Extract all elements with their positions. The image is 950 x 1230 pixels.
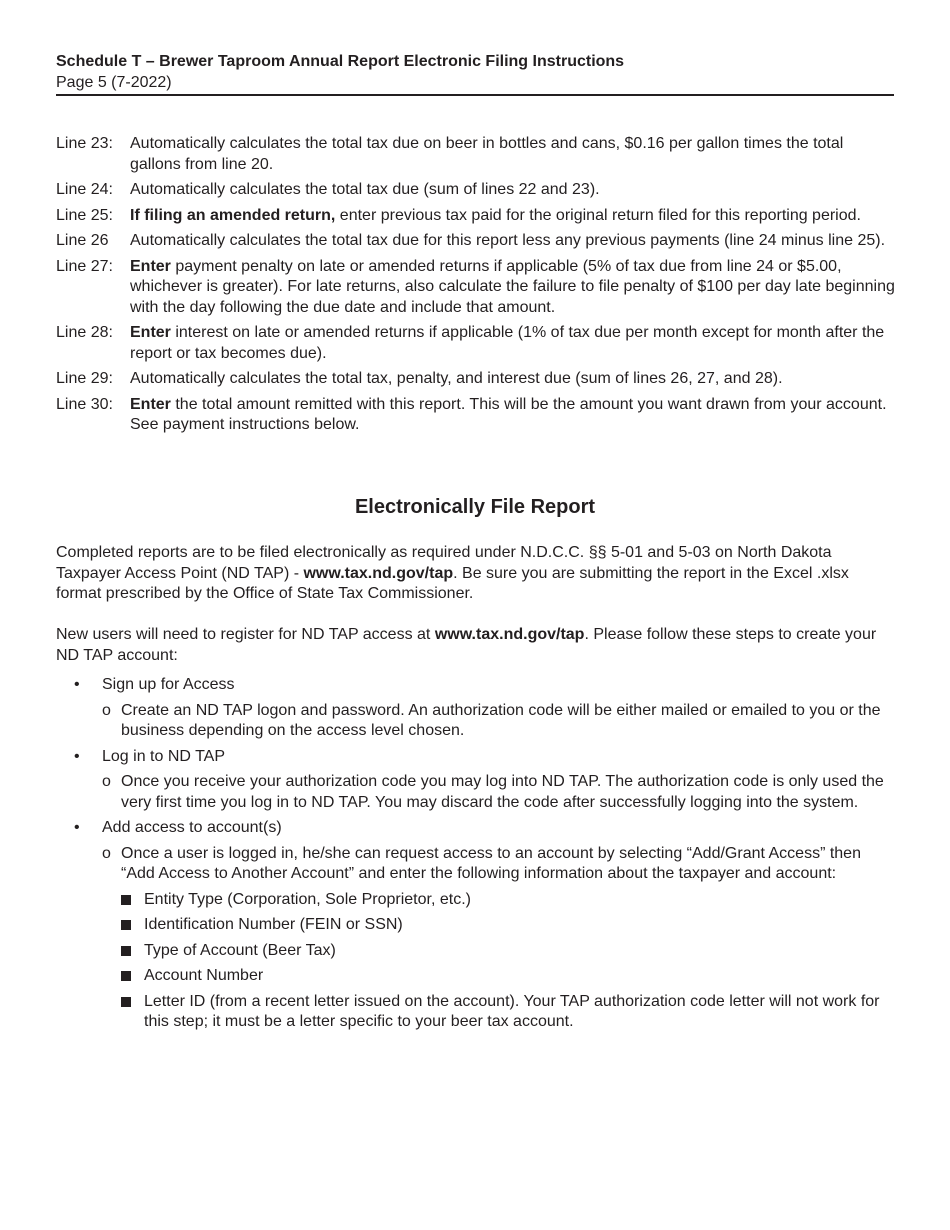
sub-bullet-icon: o — [102, 844, 111, 862]
bullet-icon: • — [74, 819, 80, 836]
line-text — [130, 257, 896, 319]
line-text-body: interest on late or amended returns if applicable (1% of tax due per month except for month after the report or tax becomes due). — [130, 324, 885, 362]
tap-link: www.tax.nd.gov/tap — [303, 564, 454, 582]
line-27 — [56, 257, 896, 319]
line-instructions — [56, 134, 896, 441]
page-header — [56, 52, 894, 96]
line-label: Line 27: — [56, 257, 113, 275]
list-item — [102, 701, 898, 742]
line-30 — [56, 395, 896, 436]
line-label: Line 26 — [56, 232, 109, 249]
line-label: Line 23: — [56, 135, 113, 152]
list-item — [56, 818, 898, 839]
list-item — [121, 890, 898, 911]
square-bullet-icon — [121, 941, 144, 962]
line-text-body: Automatically calculates the total tax due on beer in bottles and cans, $0.16 per gallon times the total gallons from line 20. — [130, 135, 844, 173]
line-23 — [56, 134, 896, 175]
step-label: Log in to ND TAP — [102, 747, 226, 765]
register-paragraph — [56, 625, 898, 666]
list-item — [102, 772, 898, 813]
required-info: Type of Account (Beer Tax) — [144, 941, 336, 959]
line-text-body: payment penalty on late or amended returns if applicable (5% of tax due from line 24 or $5.00, whichever is greater). For late returns, also calculate the failure to file penalty of $100 per day late beginning with the day following the due date and include that amount. — [130, 257, 895, 316]
list-item — [121, 941, 898, 962]
line-text-body: enter previous tax paid for the original return filed for this reporting period. — [335, 206, 861, 224]
line-text-bold: Enter — [130, 257, 171, 275]
step-detail: Once a user is logged in, he/she can request access to an account by selecting “Add/Grant Access” then “Add Access to Another Account” and enter the following information about the taxpayer and account: — [121, 844, 861, 882]
list-item — [121, 966, 898, 987]
line-text — [130, 134, 896, 175]
filing-paragraph — [56, 543, 898, 605]
list-item — [121, 992, 898, 1033]
step-detail: Create an ND TAP logon and password. An authorization code will be either mailed or emailed to you or the business depending on the access level chosen. — [121, 701, 881, 739]
filing-text-b: . Be sure you are submitting the report in the Excel .xlsx format prescribed by the Office of State Tax Commissioner. — [56, 564, 849, 602]
list-item — [121, 915, 898, 936]
square-bullet-icon — [121, 992, 144, 1033]
line-label: Line 29: — [56, 370, 113, 387]
required-info: Identification Number (FEIN or SSN) — [144, 916, 403, 933]
line-text — [130, 206, 896, 227]
line-text-body: Automatically calculates the total tax, penalty, and interest due (sum of lines 26, 27, and 28). — [130, 370, 783, 387]
square-bullet-icon — [121, 966, 144, 987]
section-heading: Electronically File Report — [354, 496, 596, 518]
line-text-bold: Enter — [130, 324, 171, 341]
line-label: Line 24: — [56, 181, 113, 198]
sub-bullet-icon: o — [102, 701, 111, 719]
list-item — [56, 675, 898, 696]
square-bullet-icon — [121, 915, 144, 936]
header-rule — [56, 94, 894, 96]
registration-steps — [56, 675, 898, 1038]
line-text-body: Automatically calculates the total tax due (sum of lines 22 and 23). — [130, 181, 600, 198]
document-title: Schedule T – Brewer Taproom Annual Report Electronic Filing Instructions — [56, 53, 625, 70]
register-text-b: . Please follow these steps to create your ND TAP account: — [56, 626, 877, 664]
line-label: Line 30: — [56, 395, 113, 413]
line-text — [130, 323, 896, 364]
list-item — [102, 844, 898, 885]
line-text — [130, 369, 896, 390]
required-info: Account Number — [144, 967, 264, 984]
step-label: Sign up for Access — [102, 676, 235, 693]
line-28 — [56, 323, 896, 364]
line-text — [130, 395, 896, 436]
bullet-icon: • — [74, 676, 80, 693]
sub-bullet-icon: o — [102, 773, 111, 790]
line-24 — [56, 180, 896, 201]
required-info: Entity Type (Corporation, Sole Proprietor, etc.) — [144, 890, 471, 908]
line-label: Line 28: — [56, 324, 113, 341]
line-text — [130, 231, 896, 252]
list-item — [56, 747, 898, 768]
line-25 — [56, 206, 896, 227]
square-bullet-icon — [121, 890, 144, 911]
line-26 — [56, 231, 896, 252]
line-text-bold: If filing an amended return, — [130, 206, 336, 224]
line-29 — [56, 369, 896, 390]
line-label: Line 25: — [56, 206, 113, 224]
tap-link: www.tax.nd.gov/tap — [434, 626, 585, 643]
required-info: Letter ID (from a recent letter issued on the account). Your TAP authorization code letter will not work for this step; it must be a letter specific to your beer tax account. — [144, 992, 880, 1030]
line-text-body: Automatically calculates the total tax due for this report less any previous payments (line 24 minus line 25). — [130, 232, 886, 249]
line-text-body: the total amount remitted with this report. This will be the amount you want drawn from your account. See payment instructions below. — [130, 395, 887, 433]
page-number: Page 5 (7-2022) — [56, 73, 172, 91]
register-text-a: New users will need to register for ND TAP access at — [56, 626, 435, 643]
line-text — [130, 180, 896, 201]
line-text-bold: Enter — [130, 395, 171, 413]
filing-text-a: Completed reports are to be filed electronically as required under N.D.C.C. §§ 5-01 and 5-03 on North Dakota Taxpayer Access Point (ND TAP) - — [56, 544, 832, 582]
bullet-icon: • — [74, 747, 80, 765]
step-detail: Once you receive your authorization code you may log into ND TAP. The authorization code is only used the very first time you log in to ND TAP. You may discard the code after successfully logging into the system. — [121, 773, 884, 811]
step-label: Add access to account(s) — [102, 819, 282, 836]
